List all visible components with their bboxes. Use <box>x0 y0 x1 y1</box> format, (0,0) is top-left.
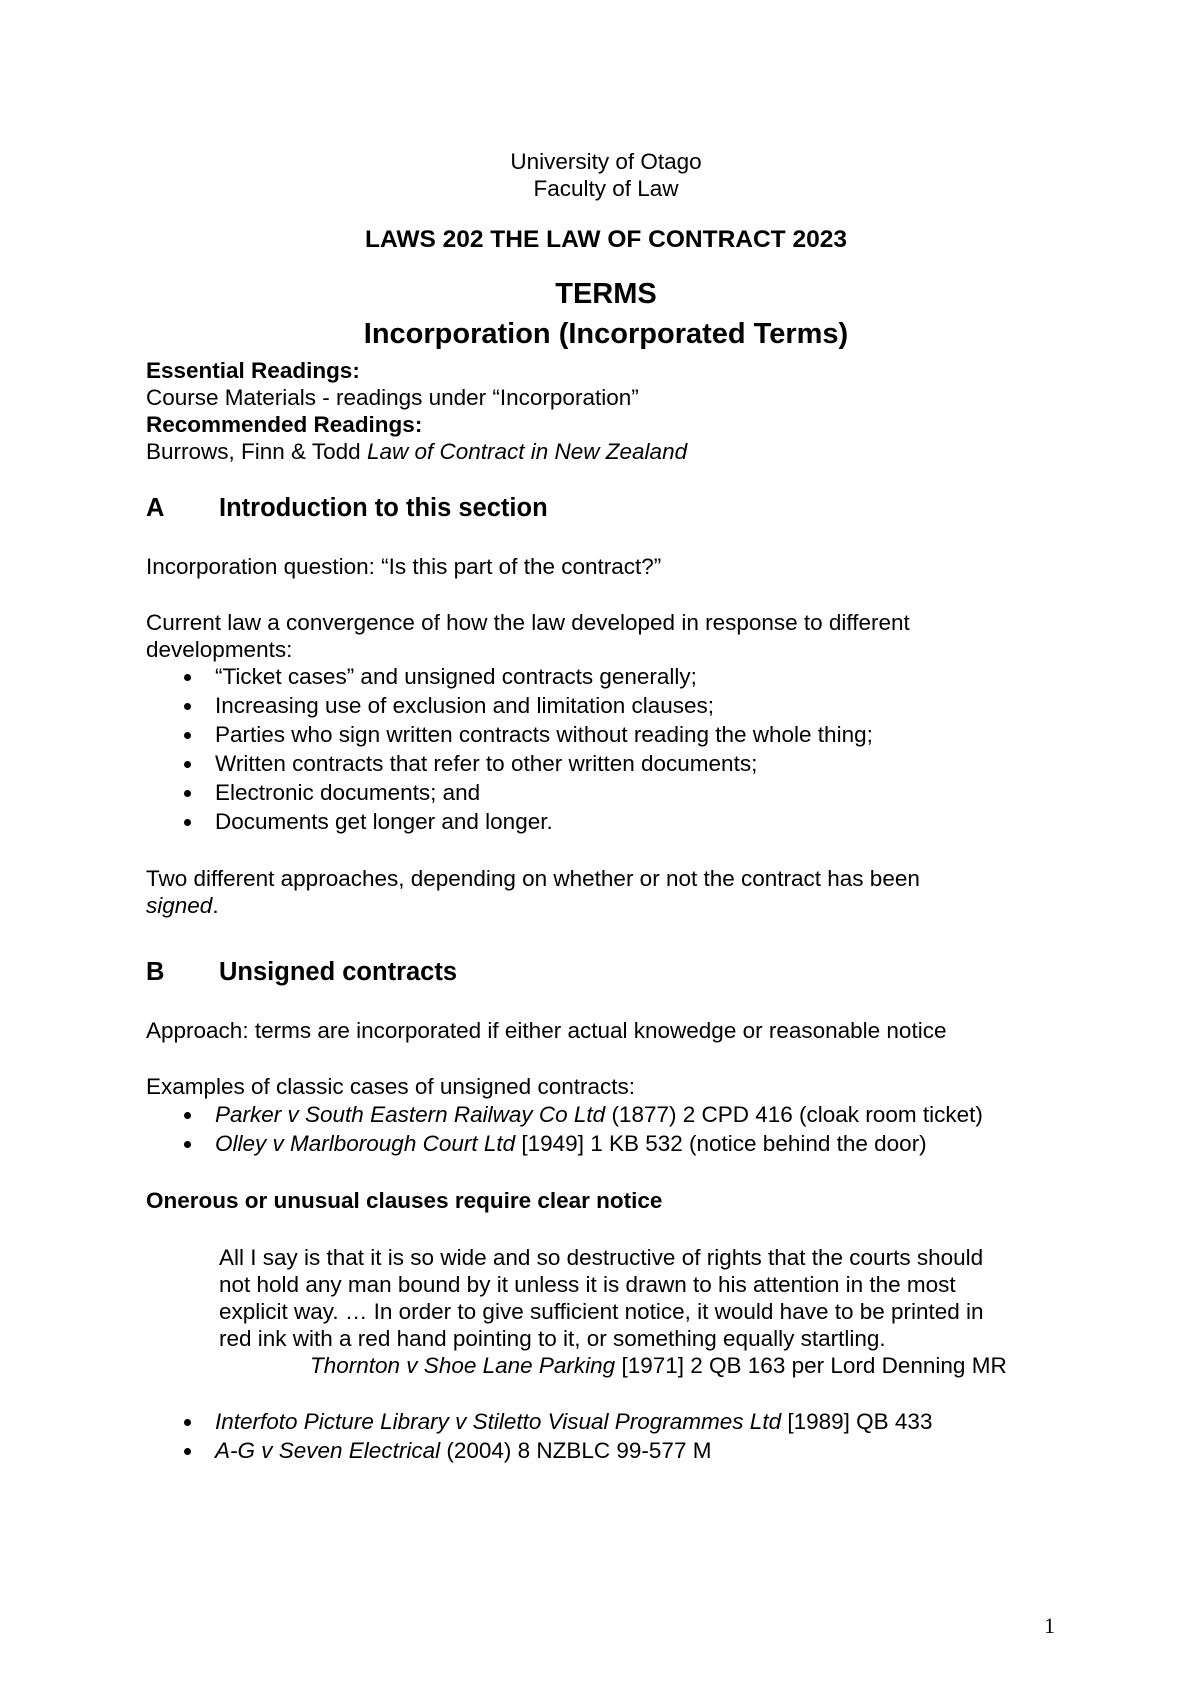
quote-line: All I say is that it is so wide and so destructive of rights that the courts should <box>219 1245 984 1270</box>
case-citation: [1949] 1 KB 532 (notice behind the door) <box>515 1131 927 1156</box>
page-number: 1 <box>1044 1613 1055 1638</box>
bullet-icon <box>184 1448 191 1455</box>
quote-source-citation: [1971] 2 QB 163 per Lord Denning MR <box>615 1353 1007 1378</box>
onerous-clauses-subheading: Onerous or unusual clauses require clear notice <box>146 1188 663 1213</box>
bullet-icon <box>184 1419 191 1426</box>
quote-line: explicit way. … In order to give sufficient notice, it would have to be printed in <box>219 1299 984 1324</box>
course-title: LAWS 202 THE LAW OF CONTRACT 2023 <box>365 226 847 253</box>
quote-line: red ink with a red hand pointing to it, or something equally startling. <box>219 1326 886 1351</box>
university-name: University of Otago <box>510 149 702 174</box>
case-citation: (1877) 2 CPD 416 (cloak room ticket) <box>605 1102 983 1127</box>
recommended-book: Law of Contract in New Zealand <box>366 439 688 464</box>
recommended-authors: Burrows, Finn & Todd <box>146 439 367 464</box>
bullet-icon <box>184 790 191 797</box>
bullet-icon <box>184 703 191 710</box>
case-name: Parker v South Eastern Railway Co Ltd <box>215 1102 606 1127</box>
essential-readings-label: Essential Readings: <box>146 358 360 383</box>
recommended-readings-label: Recommended Readings: <box>146 412 423 437</box>
bullet-icon <box>184 819 191 826</box>
case-citation: (2004) 8 NZBLC 99-577 M <box>440 1438 712 1463</box>
section-a-title: Introduction to this section <box>219 494 548 522</box>
current-law-line-2: developments: <box>146 637 293 662</box>
quote-source-case: Thornton v Shoe Lane Parking <box>310 1353 616 1378</box>
examples-intro: Examples of classic cases of unsigned contracts: <box>146 1074 635 1099</box>
recommended-readings-text <box>146 438 687 466</box>
bullet-icon <box>184 1112 191 1119</box>
bullet-icon <box>184 761 191 768</box>
bullet-icon <box>184 732 191 739</box>
section-a-letter: A <box>146 494 165 522</box>
bullet-icon <box>184 1141 191 1148</box>
document-page: University of Otago Faculty of Law LAWS 202 THE LAW OF CONTRACT 2023 TERMS Incorporation (Incorporated Terms) Essential Readings: Course Materials - readings under “Incorporation” Recommended Readings: Burrows, Finn & Todd Law of Contract in New Zealand A Introduction to this section Incorporation question: “Is this part of the contract?” Current law a convergence of how the law developed in response to different developments: “Ticket cases” and unsigned contracts generally; Increasing use of exclusion and limitation clauses; Parties who sign written contracts without reading the whole thing; Written contracts that refer to other written documents; Electronic documents; and Documents get longer and longer. Two different approaches, depending on whether or not the contract has been signed. B Unsigned contracts Approach: terms are incorporated if either actual knowedge or reasonable notice Examples of classic cases of unsigned contracts: Parker v South Eastern Railway Co Ltd (1877) 2 CPD 416 (cloak room ticket) Olley v Marlborough Court Ltd [1949] 1 KB 532 (notice behind the door) Onerous or unusual clauses require clear notice All I say is that it is so wide and so destructive of rights that the courts should not hold any man bound by it unless it is drawn to his attention in the most explicit way. … In order to give sufficient notice, it would have to be printed in red ink with a red hand pointing to it, or something equally startling. Thornton v Shoe Lane Parking [1971] 2 QB 163 per Lord Denning MR Interfoto Picture Library v Stiletto Visual Programmes Ltd [1989] QB 433 A-G v Seven Electrical (2004) 8 NZBLC 99-577 M 1 <box>0 0 1200 1698</box>
essential-readings-text: Course Materials - readings under “Incorporation” <box>146 385 639 410</box>
case-citation: [1989] QB 433 <box>781 1409 933 1434</box>
quote-line: not hold any man bound by it unless it is drawn to his attention in the most <box>219 1272 956 1297</box>
bullet-icon <box>184 674 191 681</box>
faculty-name: Faculty of Law <box>533 176 679 201</box>
section-b-letter: B <box>146 958 165 986</box>
case-name: Interfoto Picture Library v Stiletto Visual Programmes Ltd <box>215 1409 782 1434</box>
document-title: TERMS <box>555 278 657 310</box>
section-b-title: Unsigned contracts <box>219 958 458 986</box>
incorporation-question: Incorporation question: “Is this part of the contract?” <box>146 554 662 579</box>
case-name: Olley v Marlborough Court Ltd <box>215 1131 516 1156</box>
approaches-line-2: signed. <box>146 893 219 918</box>
section-a-heading <box>146 494 548 522</box>
quote-source <box>310 1352 1007 1380</box>
approach-text: Approach: terms are incorporated if either actual knowedge or reasonable notice <box>146 1018 947 1043</box>
section-b-heading <box>146 958 457 986</box>
case-name: A-G v Seven Electrical <box>215 1438 441 1463</box>
current-law-line-1: Current law a convergence of how the law developed in response to different <box>146 610 910 635</box>
document-subtitle: Incorporation (Incorporated Terms) <box>363 318 849 350</box>
approaches-line-1: Two different approaches, depending on whether or not the contract has been <box>146 866 920 891</box>
